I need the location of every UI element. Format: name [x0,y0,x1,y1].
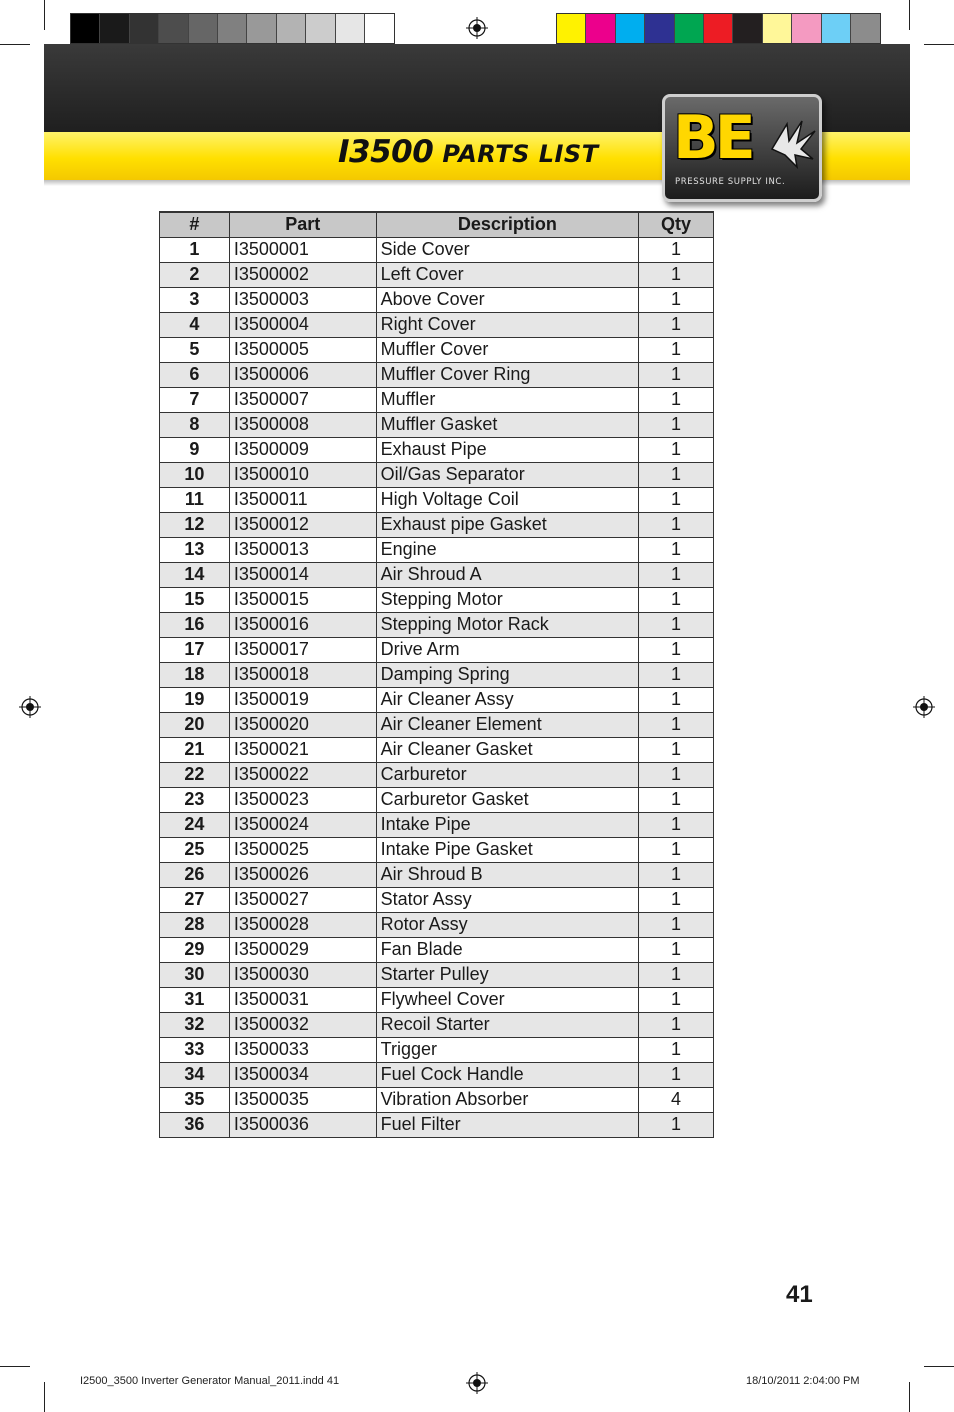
row-number: 20 [160,712,230,737]
row-number: 36 [160,1112,230,1137]
color-swatch [130,14,159,43]
grayscale-color-bar [70,13,395,44]
part-number: I3500023 [229,787,376,812]
part-number: I3500031 [229,987,376,1012]
color-swatch [557,14,586,43]
color-swatch [71,14,100,43]
part-description: High Voltage Coil [376,487,638,512]
table-row [160,512,714,537]
registration-mark-icon [913,696,935,718]
part-number: I3500029 [229,937,376,962]
part-description: Exhaust Pipe [376,437,638,462]
part-number: I3500022 [229,762,376,787]
part-qty: 1 [639,537,714,562]
part-number: I3500005 [229,337,376,362]
part-qty: 1 [639,1037,714,1062]
table-row [160,1037,714,1062]
part-qty: 1 [639,562,714,587]
row-number: 1 [160,237,230,262]
color-swatch [365,14,394,43]
part-description: Drive Arm [376,637,638,662]
part-qty: 1 [639,787,714,812]
table-row [160,1062,714,1087]
row-number: 5 [160,337,230,362]
part-number: I3500004 [229,312,376,337]
part-qty: 1 [639,512,714,537]
row-number: 22 [160,762,230,787]
part-number: I3500013 [229,537,376,562]
part-qty: 1 [639,312,714,337]
part-number: I3500002 [229,262,376,287]
part-qty: 1 [639,462,714,487]
table-row [160,412,714,437]
parts-table [159,211,714,1138]
table-row [160,662,714,687]
part-number: I3500011 [229,487,376,512]
column-header-number: # [160,212,230,237]
part-description: Air Cleaner Assy [376,687,638,712]
part-number: I3500018 [229,662,376,687]
part-description: Air Shroud A [376,562,638,587]
row-number: 29 [160,937,230,962]
part-description: Right Cover [376,312,638,337]
part-qty: 1 [639,987,714,1012]
part-number: I3500032 [229,1012,376,1037]
brand-logo [662,94,822,202]
part-qty: 1 [639,962,714,987]
part-qty: 1 [639,1012,714,1037]
table-row [160,587,714,612]
part-description: Starter Pulley [376,962,638,987]
table-row [160,362,714,387]
part-qty: 1 [639,762,714,787]
part-qty: 1 [639,337,714,362]
row-number: 7 [160,387,230,412]
table-row [160,737,714,762]
row-number: 28 [160,912,230,937]
row-number: 10 [160,462,230,487]
row-number: 19 [160,687,230,712]
part-number: I3500030 [229,962,376,987]
part-qty: 1 [639,1112,714,1137]
part-description: Rotor Assy [376,912,638,937]
part-number: I3500015 [229,587,376,612]
splash-icon [767,119,817,169]
part-number: I3500027 [229,887,376,912]
part-description: Recoil Starter [376,1012,638,1037]
part-qty: 1 [639,937,714,962]
table-row [160,337,714,362]
part-description: Stator Assy [376,887,638,912]
table-row [160,237,714,262]
color-swatch [100,14,129,43]
part-number: I3500019 [229,687,376,712]
row-number: 21 [160,737,230,762]
part-number: I3500026 [229,862,376,887]
part-number: I3500010 [229,462,376,487]
part-qty: 1 [639,712,714,737]
part-number: I3500016 [229,612,376,637]
part-description: Muffler Cover Ring [376,362,638,387]
registration-mark-icon [466,1372,488,1394]
row-number: 6 [160,362,230,387]
color-swatch [851,14,880,43]
part-description: Fuel Filter [376,1112,638,1137]
row-number: 16 [160,612,230,637]
part-number: I3500003 [229,287,376,312]
part-number: I3500001 [229,237,376,262]
table-row [160,762,714,787]
part-description: Air Cleaner Element [376,712,638,737]
footer-timestamp: 18/10/2011 2:04:00 PM [746,1375,860,1387]
part-description: Muffler Gasket [376,412,638,437]
row-number: 23 [160,787,230,812]
color-swatch [189,14,218,43]
part-qty: 1 [639,612,714,637]
part-number: I3500009 [229,437,376,462]
color-swatch [159,14,188,43]
column-header-part: Part [229,212,376,237]
table-row [160,1112,714,1137]
table-row [160,287,714,312]
table-row [160,887,714,912]
page-title-model: I3500 [338,134,434,170]
part-qty: 1 [639,237,714,262]
crop-mark [0,1366,30,1367]
row-number: 24 [160,812,230,837]
footer-file-slug: I2500_3500 Inverter Generator Manual_2011.indd 41 [80,1375,340,1387]
part-description: Vibration Absorber [376,1087,638,1112]
crop-mark [44,1382,45,1412]
brand-logo-tagline: PRESSURE SUPPLY INC. [675,177,786,187]
part-description: Flywheel Cover [376,987,638,1012]
part-description: Damping Spring [376,662,638,687]
part-description: Carburetor Gasket [376,787,638,812]
part-qty: 1 [639,662,714,687]
part-number: I3500035 [229,1087,376,1112]
part-description: Fan Blade [376,937,638,962]
table-row [160,812,714,837]
part-qty: 1 [639,912,714,937]
row-number: 34 [160,1062,230,1087]
crop-mark [924,1366,954,1367]
part-qty: 1 [639,737,714,762]
part-number: I3500007 [229,387,376,412]
part-description: Oil/Gas Separator [376,462,638,487]
part-qty: 1 [639,1062,714,1087]
row-number: 13 [160,537,230,562]
column-header-description: Description [376,212,638,237]
part-qty: 1 [639,812,714,837]
table-row [160,837,714,862]
part-description: Trigger [376,1037,638,1062]
row-number: 2 [160,262,230,287]
part-description: Exhaust pipe Gasket [376,512,638,537]
row-number: 31 [160,987,230,1012]
color-swatch [704,14,733,43]
part-description: Fuel Cock Handle [376,1062,638,1087]
part-number: I3500008 [229,412,376,437]
part-qty: 1 [639,687,714,712]
table-row [160,687,714,712]
part-number: I3500036 [229,1112,376,1137]
color-swatch [586,14,615,43]
part-number: I3500033 [229,1037,376,1062]
color-swatch [763,14,792,43]
part-number: I3500017 [229,637,376,662]
color-swatch [336,14,365,43]
part-qty: 1 [639,887,714,912]
part-description: Above Cover [376,287,638,312]
row-number: 15 [160,587,230,612]
table-row [160,712,714,737]
table-row [160,562,714,587]
row-number: 33 [160,1037,230,1062]
part-qty: 1 [639,637,714,662]
table-row [160,912,714,937]
row-number: 9 [160,437,230,462]
part-qty: 1 [639,837,714,862]
row-number: 26 [160,862,230,887]
row-number: 3 [160,287,230,312]
part-description: Air Cleaner Gasket [376,737,638,762]
row-number: 14 [160,562,230,587]
page-title-text: PARTS LIST [442,140,599,168]
row-number: 30 [160,962,230,987]
table-row [160,1087,714,1112]
table-row [160,787,714,812]
part-number: I3500024 [229,812,376,837]
part-description: Intake Pipe [376,812,638,837]
part-number: I3500025 [229,837,376,862]
table-row [160,962,714,987]
color-swatch [733,14,762,43]
table-row [160,1012,714,1037]
page-number: 41 [786,1281,813,1308]
part-qty: 4 [639,1087,714,1112]
table-row [160,387,714,412]
crop-mark [909,1382,910,1412]
table-row [160,262,714,287]
part-description: Muffler Cover [376,337,638,362]
part-description: Left Cover [376,262,638,287]
table-row [160,637,714,662]
color-swatch [306,14,335,43]
part-description: Air Shroud B [376,862,638,887]
cmyk-color-bar [556,13,881,44]
table-row [160,862,714,887]
table-row [160,312,714,337]
row-number: 17 [160,637,230,662]
part-description: Muffler [376,387,638,412]
row-number: 25 [160,837,230,862]
table-row [160,462,714,487]
row-number: 12 [160,512,230,537]
part-description: Intake Pipe Gasket [376,837,638,862]
color-swatch [822,14,851,43]
table-row [160,437,714,462]
part-qty: 1 [639,262,714,287]
part-description: Stepping Motor [376,587,638,612]
row-number: 18 [160,662,230,687]
registration-mark-icon [19,696,41,718]
part-number: I3500012 [229,512,376,537]
table-row [160,937,714,962]
page-title [338,134,599,178]
crop-mark [909,0,910,30]
part-qty: 1 [639,587,714,612]
part-qty: 1 [639,287,714,312]
crop-mark [44,0,45,30]
color-swatch [616,14,645,43]
part-qty: 1 [639,362,714,387]
part-qty: 1 [639,487,714,512]
registration-mark-icon [466,17,488,39]
part-number: I3500014 [229,562,376,587]
color-swatch [645,14,674,43]
part-description: Carburetor [376,762,638,787]
row-number: 4 [160,312,230,337]
part-description: Stepping Motor Rack [376,612,638,637]
color-swatch [277,14,306,43]
part-number: I3500034 [229,1062,376,1087]
part-description: Side Cover [376,237,638,262]
color-swatch [218,14,247,43]
color-swatch [675,14,704,43]
part-number: I3500028 [229,912,376,937]
part-qty: 1 [639,412,714,437]
color-swatch [792,14,821,43]
column-header-qty: Qty [639,212,714,237]
part-qty: 1 [639,437,714,462]
crop-mark [924,44,954,45]
row-number: 35 [160,1087,230,1112]
table-row [160,612,714,637]
part-number: I3500020 [229,712,376,737]
row-number: 11 [160,487,230,512]
table-row [160,487,714,512]
part-description: Engine [376,537,638,562]
table-header-row [160,212,714,237]
table-row [160,987,714,1012]
part-number: I3500006 [229,362,376,387]
row-number: 8 [160,412,230,437]
row-number: 32 [160,1012,230,1037]
row-number: 27 [160,887,230,912]
brand-logo-letters: BE [673,103,752,173]
color-swatch [247,14,276,43]
part-qty: 1 [639,862,714,887]
part-number: I3500021 [229,737,376,762]
part-qty: 1 [639,387,714,412]
parts-table-body [160,237,714,1137]
crop-mark [0,44,30,45]
table-row [160,537,714,562]
